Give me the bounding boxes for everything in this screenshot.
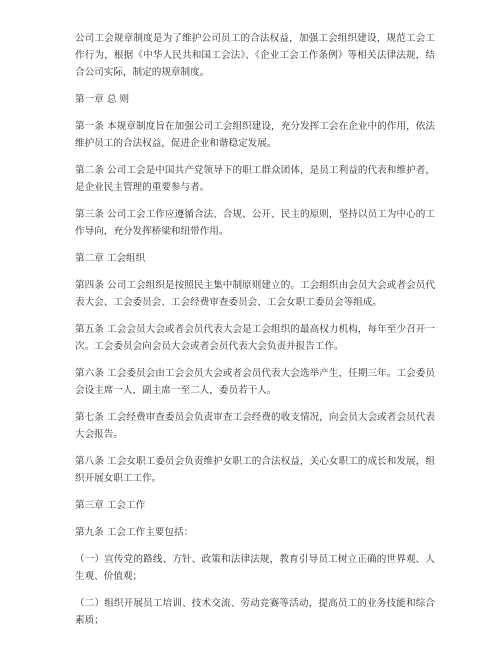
article-7-paragraph: 第七条 工会经费审查委员会负责审查工会经费的收支情况，向会员大会或者会员代表大会报告。	[75, 412, 435, 440]
article-2-paragraph: 第二条 公司工会是中国共产党领导下的职工群众团体，是员工利益的代表和维护者，是企业民主管理的重要参与者。	[75, 165, 435, 193]
chapter-1-heading: 第一章 总 则	[75, 94, 130, 105]
article-1-paragraph: 第一条 本规章制度旨在加强公司工会组织建设，充分发挥工会在企业中的作用，依法维护员工的合法权益，促进企业和谐稳定发展。	[75, 121, 435, 149]
chapter-2-heading: 第二章 工会组织	[75, 253, 146, 264]
article-8-paragraph: 第八条 工会女职工委员会负责维护女职工的合法权益，关心女职工的成长和发展，组织开展女职工工作。	[75, 456, 435, 484]
article-3-paragraph: 第三条 公司工会工作应遵循合法、合规、公开、民主的原则，坚持以员工为中心的工作导向，充分发挥桥梁和纽带作用。	[75, 209, 435, 237]
document-page	[75, 30, 435, 639]
intro-paragraph: 公司工会规章制度是为了维护公司员工的合法权益，加强工会组织建设，规范工会工作行为，根据《中华人民共和国工会法》、《企业工会工作条例》等相关法律法规，结合公司实际，制定的规章制度。	[75, 33, 435, 78]
article-5-paragraph: 第五条 工会会员大会或者会员代表大会是工会组织的最高权力机构，每年至少召开一次。工会委员会向会员大会或者会员代表大会负责并报告工作。	[75, 324, 435, 352]
article-9-paragraph: 第九条 工会工作主要包括：	[75, 527, 194, 538]
list-item-2-paragraph: （二）组织开展员工培训、技术交流、劳动竞赛等活动，提高员工的业务技能和综合素质；	[75, 598, 435, 626]
chapter-3-heading: 第三章 工会工作	[75, 500, 146, 511]
article-6-paragraph: 第六条 工会委员会由工会会员大会或者会员代表大会选举产生，任期三年。工会委员会设主席一人，副主席一至二人，委员若干人。	[75, 368, 435, 396]
article-4-paragraph: 第四条 公司工会组织是按照民主集中制原则建立的。工会组织由会员大会或者会员代表大会、工会委员会、工会经费审查委员会、工会女职工委员会等组成。	[75, 280, 435, 308]
list-item-1-paragraph: （一）宣传党的路线、方针、政策和法律法规，教育引导员工树立正确的世界观、人生观、价值观；	[75, 554, 435, 582]
